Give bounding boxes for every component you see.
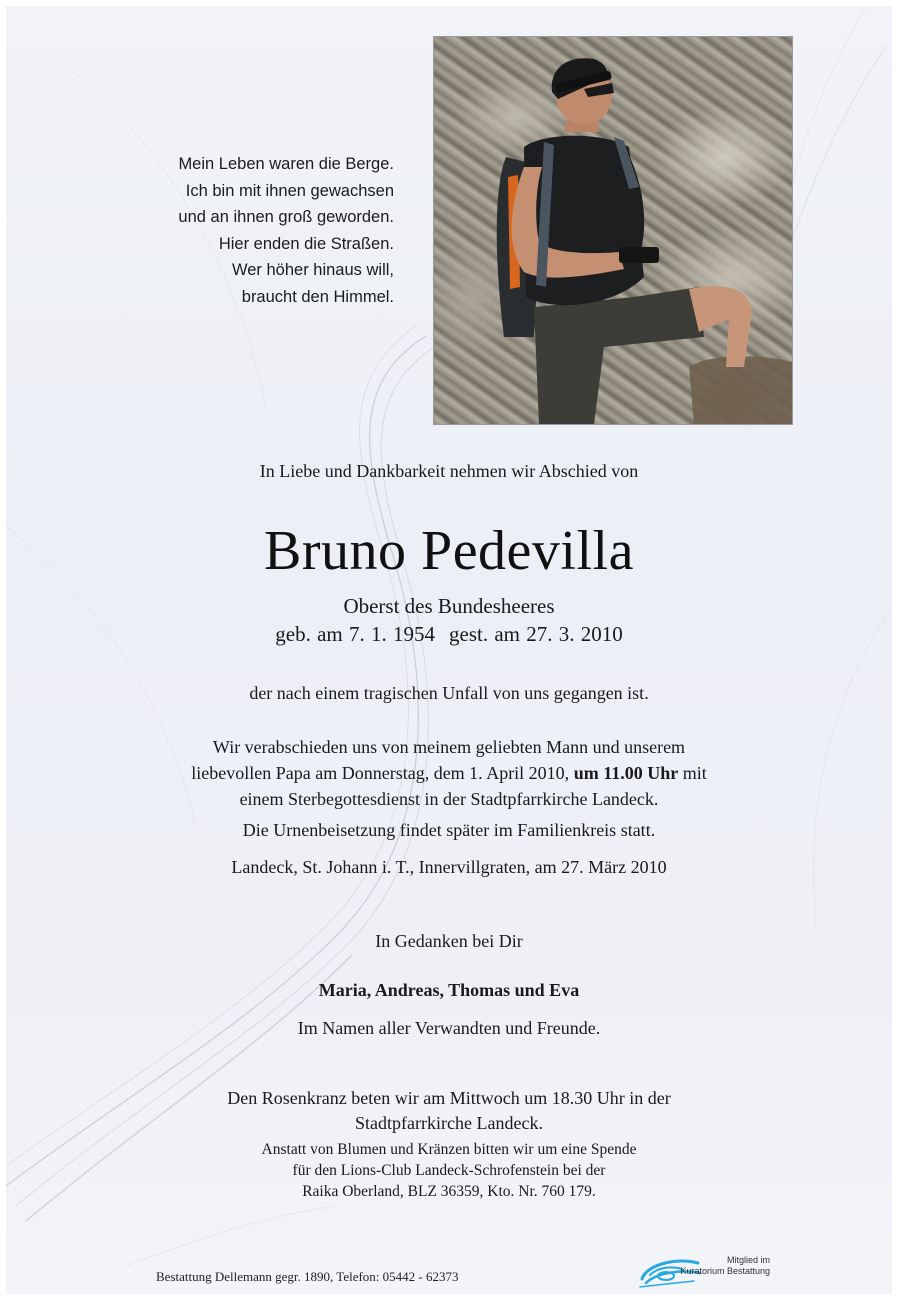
funeral-service-text (6, 734, 892, 812)
donation-line-2: für den Lions-Club Landeck-Schrofenstein bei der (292, 1162, 606, 1179)
poem (178, 151, 394, 310)
service-date: liebevollen Papa am Donnerstag, dem 1. April 2010, (191, 763, 574, 783)
service-time: um 11.00 Uhr (573, 763, 679, 783)
rosary-text (6, 1086, 892, 1136)
relatives-line: Im Namen aller Verwandten und Freunde. (297, 1018, 601, 1038)
logo-text (670, 1255, 770, 1277)
thoughts-line: In Gedanken bei Dir (375, 931, 523, 951)
urn-burial-line: Die Urnenbeisetzung findet später im Familienkreis statt. (242, 820, 656, 840)
undertaker-footer: Bestattung Dellemann gegr. 1890, Telefon: 05442 - 62373 (156, 1269, 459, 1284)
service-line-2-end: mit (678, 763, 707, 783)
rosary-line-2: Stadtpfarrkirche Landeck. (355, 1113, 543, 1133)
poem-line: Mein Leben waren die Berge. (178, 155, 394, 173)
place-and-date: Landeck, St. Johann i. T., Innervillgraten, am 27. März 2010 (231, 857, 667, 877)
poem-line: braucht den Himmel. (241, 287, 394, 306)
poem-line: Hier enden die Straßen. (218, 234, 394, 253)
death-date: gest. am 27. 3. 2010 (449, 622, 623, 646)
birth-date: geb. am 7. 1. 1954 (275, 622, 435, 646)
service-line-3: einem Sterbegottesdienst in der Stadtpfarrkirche Landeck. (239, 789, 659, 809)
circumstance-line: der nach einem tragischen Unfall von uns gegangen ist. (249, 683, 649, 703)
poem-line: Ich bin mit ihnen gewachsen (185, 181, 394, 200)
rank-title: Oberst des Bundesheeres (343, 594, 555, 618)
kuratorium-logo (636, 1249, 796, 1289)
portrait-photo (433, 36, 793, 425)
donation-text (6, 1139, 892, 1202)
donation-line-3: Raika Oberland, BLZ 36359, Kto. Nr. 760 179. (302, 1183, 596, 1200)
rosary-line-1: Den Rosenkranz beten wir am Mittwoch um 18.30 Uhr in der (227, 1088, 671, 1108)
logo-line-2: Kuratorium Bestattung (680, 1266, 770, 1276)
family-names: Maria, Andreas, Thomas und Eva (318, 980, 580, 1000)
poem-line: Wer höher hinaus will, (231, 261, 394, 279)
life-dates (6, 622, 892, 647)
service-line-1: Wir verabschieden uns von meinem geliebten Mann und unserem (212, 737, 686, 757)
poem-line: und an ihnen groß geworden. (178, 208, 394, 226)
obituary-card (6, 6, 892, 1294)
intro-line: In Liebe und Dankbarkeit nehmen wir Abschied von (259, 461, 639, 481)
service-line-2 (6, 760, 892, 786)
deceased-name: Bruno Pedevilla (264, 520, 634, 582)
person-silhouette (434, 37, 792, 424)
donation-line-1: Anstatt von Blumen und Kränzen bitten wir um eine Spende (261, 1141, 637, 1158)
logo-line-1: Mitglied im (726, 1255, 770, 1265)
